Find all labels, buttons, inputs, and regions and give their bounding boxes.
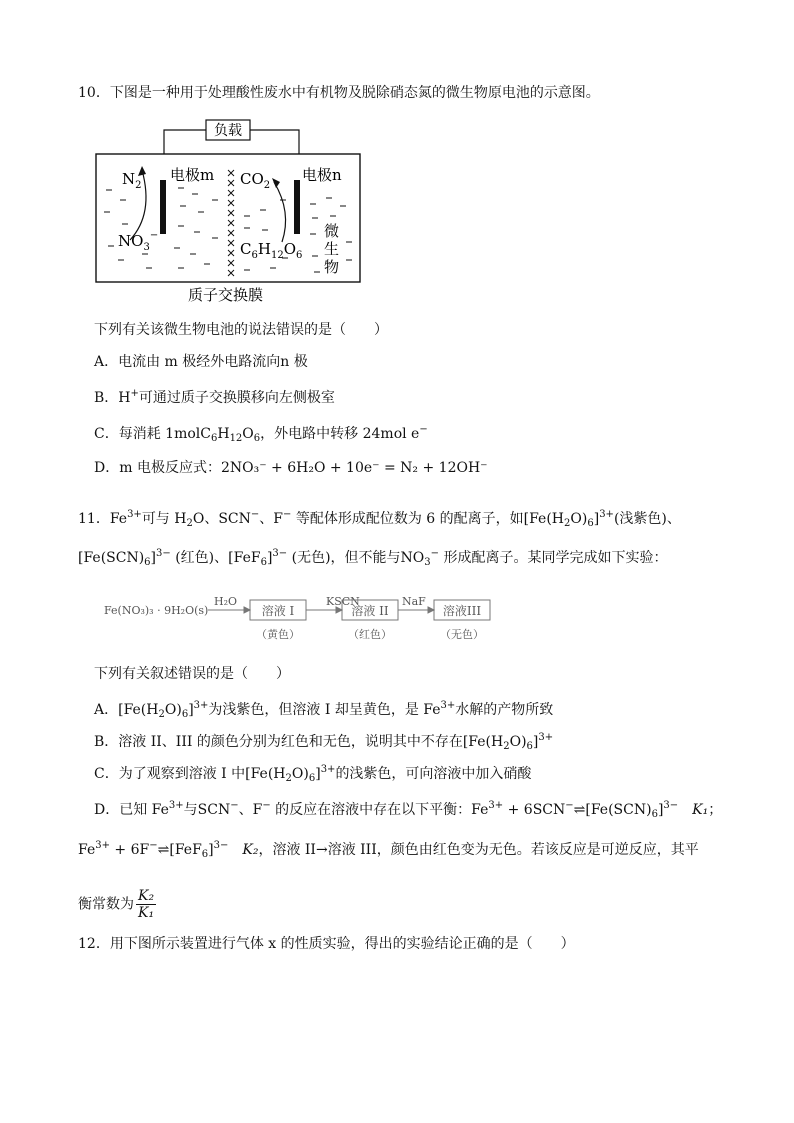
flow-color-2: （红色） <box>348 628 392 641</box>
q10-option-c: C．每消耗 $1molC_6H_{12}O_6$，外电路中转移 24mol e− <box>94 424 428 444</box>
flow-color-3: （无色） <box>440 628 484 641</box>
q11-option-d-line-1: D．已知 $Fe^{3+}$与SCN−、F− 的反应在溶液中存在以下平衡：$Fe^{3+}$ + $6SCN^-\rightleftharpoons[Fe(SCN)_6]^{3-}$ K₁； <box>94 800 723 820</box>
microbe-char-2: 生 <box>324 240 340 258</box>
glucose-label: $C_6H_{12}O_6$ <box>240 240 303 261</box>
k-fraction: $\frac{\text{K₂}}{\text{K₁}}$ <box>138 888 155 921</box>
n2-label: $N_2$ <box>122 170 142 191</box>
q11-option-d-line-2: $Fe^{3+}$ + $6F^-\rightleftharpoons[FeF_6]^{3-}$ K₂，溶液 II→溶液 III，颜色由红色变为无色。若该反应是可逆反应，其平 <box>78 840 699 860</box>
flow-reagent-3: NaF <box>402 595 426 608</box>
flow-reagent-1: H₂O <box>214 595 238 608</box>
q12-stem: 12．用下图所示装置进行气体 x 的性质实验，得出的实验结论正确的是（ ） <box>78 936 575 952</box>
q10-option-d-equation: 2NO₃⁻ + 6H₂O + 10e⁻ = N₂ + 12OH⁻ <box>220 460 488 476</box>
flow-color-1: （黄色） <box>256 628 300 641</box>
no3-label: $NO_3^-$ <box>118 230 159 253</box>
flow-start: Fe(NO₃)₃ · 9H₂O(s) <box>104 604 209 617</box>
q11-flowchart <box>104 594 494 646</box>
microbe-char-3: 物 <box>324 258 340 276</box>
load-label: 负载 <box>214 123 242 139</box>
flow-box-1: 溶液 I <box>261 604 295 618</box>
flow-box-2: 溶液 II <box>351 604 389 618</box>
co2-label: $CO_2$ <box>240 170 271 191</box>
microbe-char-1: 微 <box>324 222 340 240</box>
q11-option-b: B．溶液 II、III 的颜色分别为红色和无色，说明其中不存在$[Fe(H_2O)_6]^{3+}$ <box>94 732 554 752</box>
electrode-m-label: 电极m <box>170 166 215 184</box>
q11-option-a: A．$[Fe(H_2O)_6]^{3+}$为浅紫色，但溶液 I 却呈黄色，是 $Fe^{3+}$水解的产物所致 <box>94 700 554 720</box>
q11-prompt: 下列有关叙述错误的是（ ） <box>94 666 290 682</box>
q10-option-d: D．m 电极反应式：2NO₃⁻ + 6H₂O + 10e⁻ = N₂ + 12OH⁻ <box>94 460 488 476</box>
flow-box-3: 溶液III <box>442 604 482 618</box>
q10-prompt: 下列有关该微生物电池的说法错误的是（ ） <box>94 322 388 338</box>
q11-stem-line-1: 11．$Fe^{3+}$可与 $H_2O$、SCN−、F− 等配体形成配位数为 6 的配离子，如$[Fe(H_2O)_6]^{3+}$(浅紫色)、 <box>78 509 681 529</box>
q11-option-d-line-3: 衡常数为 $\frac{\text{K₂}}{\text{K₁}}$ <box>78 888 155 921</box>
electrode-n-label: 电极n <box>302 166 342 184</box>
q10-option-a: A．电流由 m 极经外电路流向n 极 <box>94 354 308 370</box>
membrane-label: 质子交换膜 <box>188 286 264 304</box>
q11-stem-line-2: $[Fe(SCN)_6]^{3-}$ (红色)、$[FeF_6]^{3-}$ (无色)，但不能与$NO_3^-$ 形成配离子。某同学完成如下实验： <box>78 548 668 568</box>
q10-option-b: B．H+可通过质子交换膜移向左侧极室 <box>94 388 335 406</box>
q11-option-c: C．为了观察到溶液 I 中$[Fe(H_2O)_6]^{3+}$的浅紫色，可向溶液中加入硝酸 <box>94 764 532 784</box>
k1-symbol: K₁ <box>692 802 709 818</box>
q10-cell-diagram <box>94 118 364 304</box>
k2-symbol: K₂ <box>242 842 259 858</box>
flow-reagent-2: KSCN <box>326 595 360 608</box>
q10-stem: 10．下图是一种用于处理酸性废水中有机物及脱除硝态氮的微生物原电池的示意图。 <box>78 85 600 101</box>
